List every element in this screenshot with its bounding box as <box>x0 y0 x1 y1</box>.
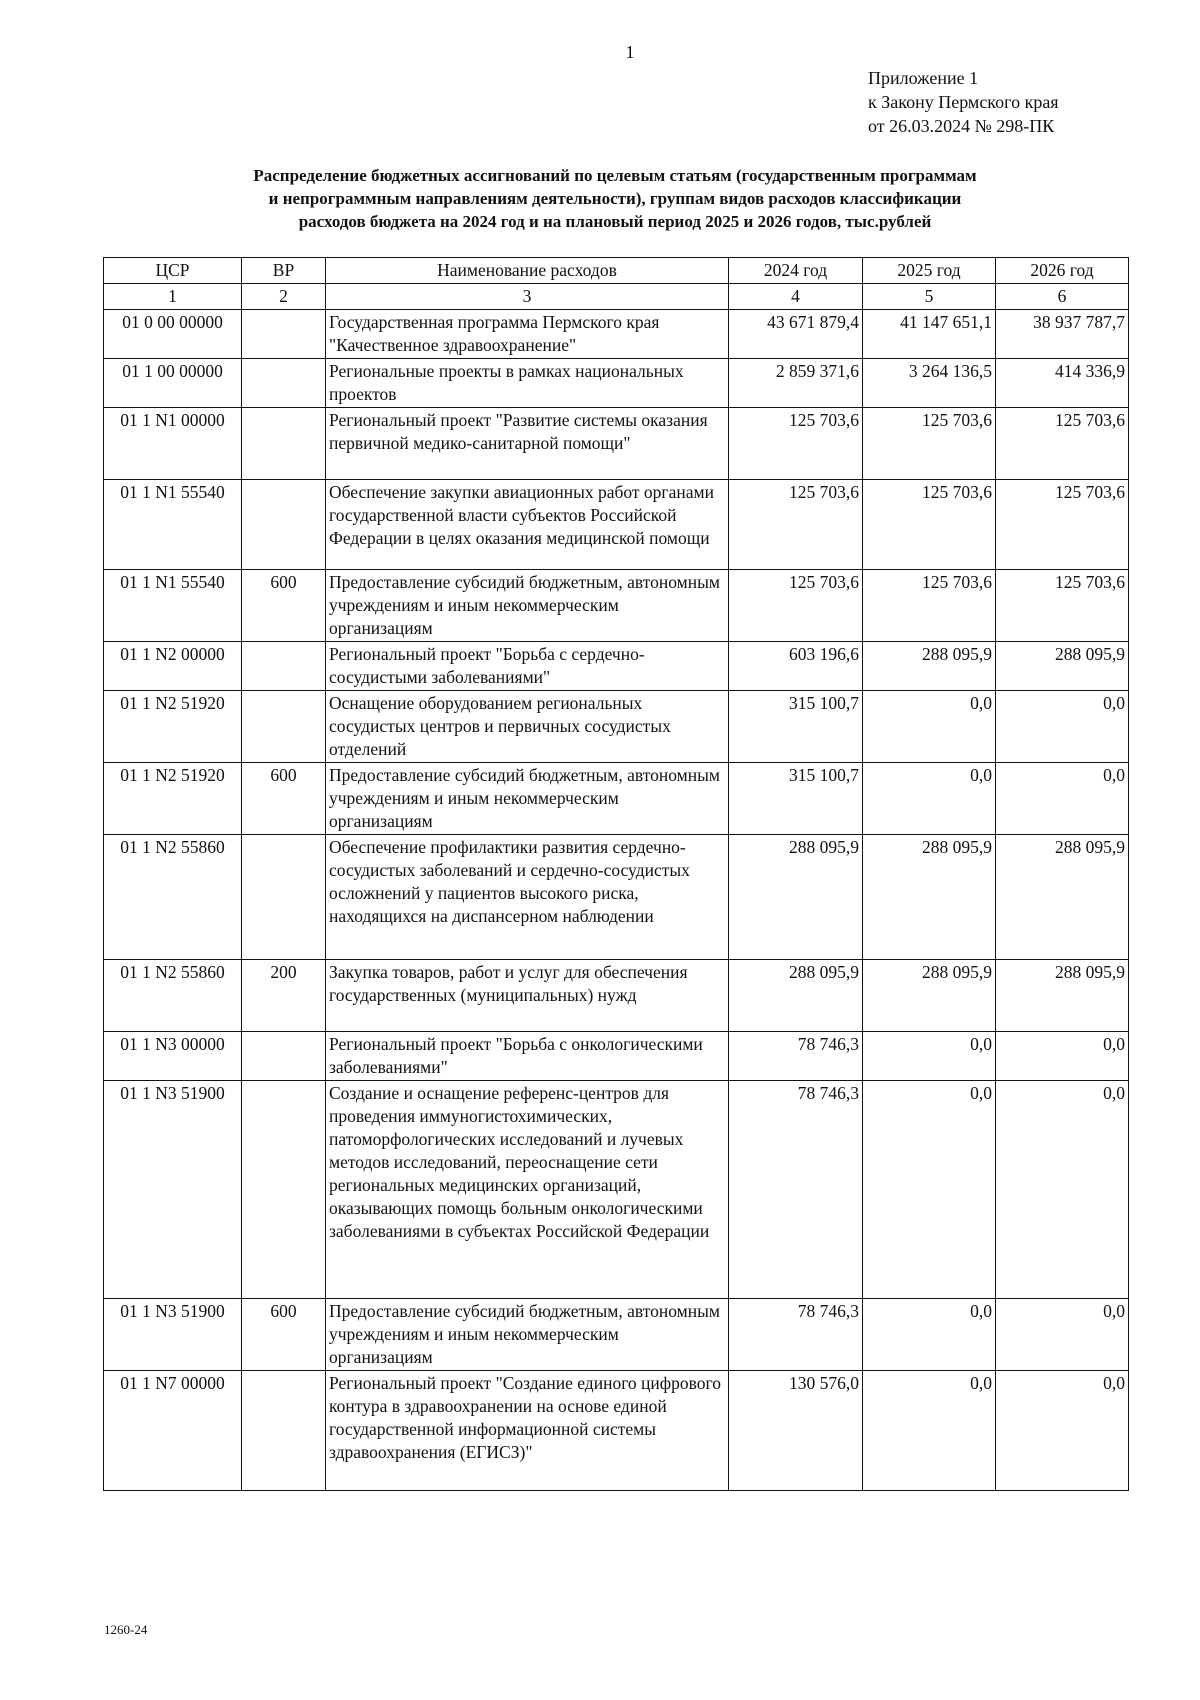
cell-csr: 01 1 N3 51900 <box>104 1081 242 1299</box>
cell-csr: 01 1 N1 55540 <box>104 480 242 570</box>
header-2025: 2025 год <box>863 258 996 284</box>
title-line: расходов бюджета на 2024 год и на плановый период 2025 и 2026 годов, тыс.рублей <box>298 212 932 231</box>
cell-name: Региональный проект "Развитие системы оказания первичной медико-санитарной помощи" <box>326 408 729 480</box>
cell-vr <box>242 691 326 763</box>
cell-csr: 01 0 00 00000 <box>104 310 242 359</box>
table-row <box>104 691 1129 763</box>
cell-2025: 0,0 <box>863 691 996 763</box>
cell-vr <box>242 408 326 480</box>
cell-name: Обеспечение закупки авиационных работ органами государственной власти субъектов Российской Федерации в целях оказания медицинской помощи <box>326 480 729 570</box>
cell-2024: 78 746,3 <box>729 1081 863 1299</box>
cell-vr <box>242 1032 326 1081</box>
cell-csr: 01 1 N1 00000 <box>104 408 242 480</box>
cell-2025: 125 703,6 <box>863 408 996 480</box>
cell-csr: 01 1 N2 51920 <box>104 691 242 763</box>
cell-name: Государственная программа Пермского края "Качественное здравоохранение" <box>326 310 729 359</box>
document-title <box>150 164 1080 233</box>
cell-vr: 600 <box>242 763 326 835</box>
cell-csr: 01 1 N2 55860 <box>104 960 242 1032</box>
document-code: 1260-24 <box>104 1622 148 1637</box>
cell-2024: 125 703,6 <box>729 480 863 570</box>
table-row <box>104 1371 1129 1491</box>
cell-2025: 0,0 <box>863 763 996 835</box>
appendix-line: от 26.03.2024 № 298-ПК <box>868 116 1055 136</box>
cell-csr: 01 1 N7 00000 <box>104 1371 242 1491</box>
cell-2025: 0,0 <box>863 1032 996 1081</box>
cell-name: Предоставление субсидий бюджетным, автономным учреждениям и иным некоммерческим организациям <box>326 570 729 642</box>
table-row <box>104 642 1129 691</box>
cell-2025: 41 147 651,1 <box>863 310 996 359</box>
cell-csr: 01 1 N2 55860 <box>104 835 242 960</box>
cell-2024: 315 100,7 <box>729 763 863 835</box>
cell-name: Региональные проекты в рамках национальных проектов <box>326 359 729 408</box>
header-name: Наименование расходов <box>326 258 729 284</box>
cell-vr <box>242 835 326 960</box>
table-row <box>104 480 1129 570</box>
cell-2024: 125 703,6 <box>729 408 863 480</box>
column-number: 1 <box>104 284 242 310</box>
cell-name: Региональный проект "Борьба с сердечно-сосудистыми заболеваниями" <box>326 642 729 691</box>
cell-name: Создание и оснащение референс-центров для проведения иммуногистохимических, патоморфологических исследований и лучевых методов исследований, переоснащение сети региональных медицинских организаций, оказывающих помощь больным онкологическими заболеваниями в субъектах Российской Федерации <box>326 1081 729 1299</box>
cell-2024: 603 196,6 <box>729 642 863 691</box>
appendix-line: к Закону Пермского края <box>868 92 1059 112</box>
column-numbers-row <box>104 284 1129 310</box>
cell-vr: 600 <box>242 1299 326 1371</box>
header-vr: ВР <box>242 258 326 284</box>
cell-vr: 600 <box>242 570 326 642</box>
title-line: Распределение бюджетных ассигнований по целевым статьям (государственным программам <box>253 166 977 185</box>
cell-2024: 78 746,3 <box>729 1299 863 1371</box>
header-2026: 2026 год <box>996 258 1129 284</box>
cell-2025: 288 095,9 <box>863 960 996 1032</box>
table-row <box>104 960 1129 1032</box>
column-number: 4 <box>729 284 863 310</box>
cell-2026: 125 703,6 <box>996 570 1129 642</box>
cell-name: Региональный проект "Создание единого цифрового контура в здравоохранении на основе единой государственной информационной системы здравоохранения (ЕГИСЗ)" <box>326 1371 729 1491</box>
appendix-line: Приложение 1 <box>868 68 979 88</box>
cell-2026: 288 095,9 <box>996 835 1129 960</box>
cell-name: Оснащение оборудованием региональных сосудистых центров и первичных сосудистых отделений <box>326 691 729 763</box>
cell-name: Предоставление субсидий бюджетным, автономным учреждениям и иным некоммерческим организациям <box>326 763 729 835</box>
cell-2024: 78 746,3 <box>729 1032 863 1081</box>
cell-2024: 125 703,6 <box>729 570 863 642</box>
table-body <box>104 310 1129 1491</box>
cell-2024: 43 671 879,4 <box>729 310 863 359</box>
cell-vr <box>242 642 326 691</box>
header-csr: ЦСР <box>104 258 242 284</box>
table-row <box>104 310 1129 359</box>
cell-2025: 125 703,6 <box>863 480 996 570</box>
cell-2026: 125 703,6 <box>996 408 1129 480</box>
cell-2025: 125 703,6 <box>863 570 996 642</box>
cell-2025: 0,0 <box>863 1299 996 1371</box>
cell-2026: 288 095,9 <box>996 642 1129 691</box>
cell-2024: 315 100,7 <box>729 691 863 763</box>
header-row <box>104 258 1129 284</box>
cell-name: Предоставление субсидий бюджетным, автономным учреждениям и иным некоммерческим организациям <box>326 1299 729 1371</box>
cell-2026: 288 095,9 <box>996 960 1129 1032</box>
cell-2024: 288 095,9 <box>729 960 863 1032</box>
cell-vr <box>242 480 326 570</box>
cell-csr: 01 1 00 00000 <box>104 359 242 408</box>
cell-2026: 38 937 787,7 <box>996 310 1129 359</box>
column-number: 6 <box>996 284 1129 310</box>
cell-2025: 288 095,9 <box>863 642 996 691</box>
cell-name: Региональный проект "Борьба с онкологическими заболеваниями" <box>326 1032 729 1081</box>
cell-2026: 125 703,6 <box>996 480 1129 570</box>
cell-vr <box>242 310 326 359</box>
cell-2025: 288 095,9 <box>863 835 996 960</box>
cell-2026: 0,0 <box>996 1371 1129 1491</box>
cell-name: Закупка товаров, работ и услуг для обеспечения государственных (муниципальных) нужд <box>326 960 729 1032</box>
cell-vr <box>242 1371 326 1491</box>
appendix-reference <box>868 66 1059 138</box>
table-row <box>104 408 1129 480</box>
cell-2026: 0,0 <box>996 763 1129 835</box>
column-number: 2 <box>242 284 326 310</box>
column-number: 5 <box>863 284 996 310</box>
cell-csr: 01 1 N3 00000 <box>104 1032 242 1081</box>
cell-2026: 0,0 <box>996 1081 1129 1299</box>
column-number: 3 <box>326 284 729 310</box>
cell-2025: 0,0 <box>863 1371 996 1491</box>
budget-table <box>103 257 1129 1491</box>
cell-csr: 01 1 N2 51920 <box>104 763 242 835</box>
table-row <box>104 763 1129 835</box>
table-row <box>104 835 1129 960</box>
cell-2024: 130 576,0 <box>729 1371 863 1491</box>
cell-name: Обеспечение профилактики развития сердечно-сосудистых заболеваний и сердечно-сосудистых осложнений у пациентов высокого риска, находящихся на диспансерном наблюдении <box>326 835 729 960</box>
cell-2026: 0,0 <box>996 1299 1129 1371</box>
table-row <box>104 1081 1129 1299</box>
cell-vr: 200 <box>242 960 326 1032</box>
cell-2024: 2 859 371,6 <box>729 359 863 408</box>
cell-2026: 414 336,9 <box>996 359 1129 408</box>
table-row <box>104 359 1129 408</box>
header-2024: 2024 год <box>729 258 863 284</box>
cell-2026: 0,0 <box>996 1032 1129 1081</box>
cell-vr <box>242 1081 326 1299</box>
table-row <box>104 570 1129 642</box>
cell-csr: 01 1 N1 55540 <box>104 570 242 642</box>
title-line: и непрограммным направлениям деятельности), группам видов расходов классификации <box>268 189 962 208</box>
cell-csr: 01 1 N3 51900 <box>104 1299 242 1371</box>
cell-csr: 01 1 N2 00000 <box>104 642 242 691</box>
table-row <box>104 1032 1129 1081</box>
cell-2025: 0,0 <box>863 1081 996 1299</box>
cell-vr <box>242 359 326 408</box>
cell-2024: 288 095,9 <box>729 835 863 960</box>
table-row <box>104 1299 1129 1371</box>
cell-2025: 3 264 136,5 <box>863 359 996 408</box>
page-number: 1 <box>625 42 635 62</box>
cell-2026: 0,0 <box>996 691 1129 763</box>
